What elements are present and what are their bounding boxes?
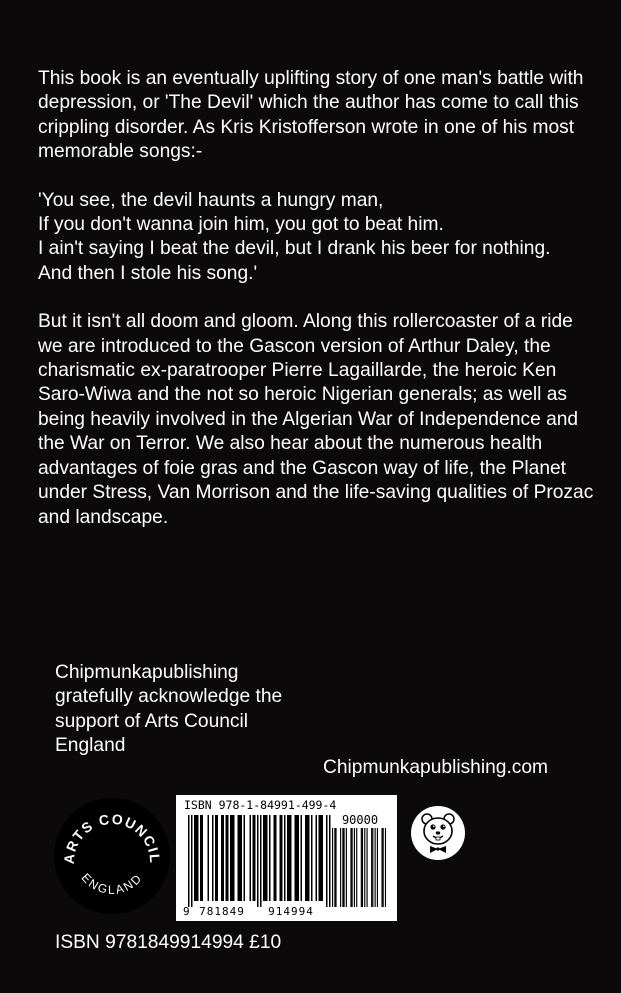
barcode-guard-bar	[257, 815, 259, 907]
barcode-bar	[232, 815, 234, 901]
barcode-bar	[281, 815, 283, 901]
blurb-paragraph-2-lyrics: 'You see, the devil haunts a hungry man, If you don't wanna join him, you got to beat him. I ain't saying I beat the devil, but I drank his beer for nothing. And then I stole his song.'	[38, 189, 551, 284]
barcode-bar	[298, 815, 300, 901]
barcode-addon-bar	[383, 828, 384, 907]
barcode-addon-bar	[340, 828, 341, 907]
barcode-bar	[196, 815, 198, 901]
barcode-addon-bar	[381, 828, 382, 907]
barcode-addon-bar	[342, 828, 343, 907]
barcode-bar	[319, 815, 321, 901]
barcode-bar	[316, 815, 318, 901]
barcode-bar	[275, 815, 277, 901]
barcode-main-bars	[188, 815, 331, 907]
chipmunk-logo-icon	[410, 805, 466, 861]
barcode-addon-bar	[356, 828, 357, 907]
publisher-website: Chipmunkapublishing.com	[323, 757, 549, 778]
barcode-bar	[217, 815, 219, 901]
barcode-bar	[254, 815, 256, 901]
barcode-bar	[233, 815, 235, 901]
barcode-addon-bar	[332, 828, 333, 907]
barcode-guard-bar	[188, 815, 190, 907]
barcode-addon-bar	[371, 828, 372, 907]
barcode-addon-bar	[346, 828, 347, 907]
barcode-bar	[290, 815, 292, 901]
barcode-bar	[280, 815, 282, 901]
barcode-bar	[253, 815, 255, 901]
back-cover-blurb	[38, 67, 598, 554]
barcode-addon-bars	[332, 828, 386, 907]
barcode-bar	[194, 815, 196, 901]
barcode-bar	[274, 815, 276, 901]
barcode-addon-bar	[335, 828, 336, 907]
blurb-paragraph-3: But it isn't all doom and gloom. Along this rollercoaster of a ride we are introduced to the Gascon version of Arthur Daley, the charismatic ex-paratrooper Pierre Lagaillarde, the heroic Ken Saro-Wiwa and the not so heroic Nigerian generals; as well as being heavily involved in the Algerian War of Independence and the War on Terror. We also hear about the numerous health advantages of foie gras and the Gascon way of life, the Planet under Stress, Van Morrison and the life-saving qualities of Prozac and landscape.	[38, 311, 594, 528]
arts-council-acknowledgement: Chipmunkapublishing gratefully acknowledge the support of Arts Council England	[55, 662, 283, 757]
barcode-guard-bar	[329, 815, 331, 907]
barcode-digit-first: 9	[183, 905, 190, 918]
barcode-bar	[266, 815, 268, 901]
barcode-bar	[269, 815, 271, 901]
isbn-barcode	[176, 795, 397, 921]
barcode-bar	[226, 815, 228, 901]
barcode-addon-bar	[364, 828, 365, 907]
barcode-addon-bar	[367, 828, 368, 907]
blurb-paragraph-1: This book is an eventually uplifting story of one man's battle with depression, or 'The Devil' which the author has come to call this crippling disorder. As Kris Kristofferson wrote in one of his most memorable songs:-	[38, 68, 584, 163]
barcode-addon-bar	[350, 828, 351, 907]
barcode-addon-bar	[372, 828, 373, 907]
barcode-bar	[223, 815, 225, 901]
barcode-bar	[287, 815, 289, 901]
barcode-bar	[320, 815, 322, 901]
barcode-bar	[296, 815, 298, 901]
barcode-bar	[212, 815, 214, 901]
barcode-addon-digits: 90000	[341, 813, 379, 827]
barcode-addon-bar	[377, 828, 378, 907]
barcode-bar	[307, 815, 309, 901]
barcode-addon-bar	[334, 828, 335, 907]
barcode-bar	[208, 815, 210, 901]
barcode-bar	[239, 815, 241, 901]
barcode-bar	[284, 815, 286, 901]
barcode-addon-bar	[352, 828, 353, 907]
barcode-addon-bar	[375, 828, 376, 907]
arts-council-top-text: ARTS COUNCIL	[60, 810, 164, 865]
barcode-bar	[200, 815, 202, 901]
barcode-bar	[295, 815, 297, 901]
barcode-bar	[265, 815, 267, 901]
barcode-bar	[230, 815, 232, 901]
barcode-bar	[311, 815, 313, 901]
barcode-bar	[241, 815, 243, 901]
barcode-bar	[238, 815, 240, 901]
barcode-bar	[197, 815, 199, 901]
barcode-digits-right: 914994	[268, 905, 314, 918]
barcode-guard-bar	[326, 815, 328, 907]
barcode-bar	[322, 815, 324, 901]
barcode-bar	[215, 815, 217, 901]
barcode-bar	[263, 815, 265, 901]
barcode-bar	[301, 815, 303, 901]
barcode-addon-bar	[385, 828, 386, 907]
barcode-bar	[250, 815, 252, 901]
barcode-bar	[305, 815, 307, 901]
barcode-bar	[244, 815, 246, 901]
barcode-guard-bar	[260, 815, 262, 907]
barcode-digits-left: 781849	[199, 905, 245, 918]
barcode-bar	[227, 815, 229, 901]
barcode-addon-bar	[344, 828, 345, 907]
arts-council-bottom-text: ENGLAND	[78, 870, 146, 897]
barcode-addon-bar	[362, 828, 363, 907]
barcode-addon-bar	[361, 828, 362, 907]
barcode-bar	[221, 815, 223, 901]
barcode-addon-bar	[354, 828, 355, 907]
barcode-isbn-header: ISBN 978-1-84991-499-4	[184, 798, 337, 812]
barcode-guard-bar	[191, 815, 193, 907]
barcode-bar	[202, 815, 204, 901]
barcode-bar	[308, 815, 310, 901]
arts-council-england-logo	[52, 796, 172, 916]
isbn-price-line: ISBN 9781849914994 £10	[55, 932, 282, 953]
barcode-bar	[289, 815, 291, 901]
